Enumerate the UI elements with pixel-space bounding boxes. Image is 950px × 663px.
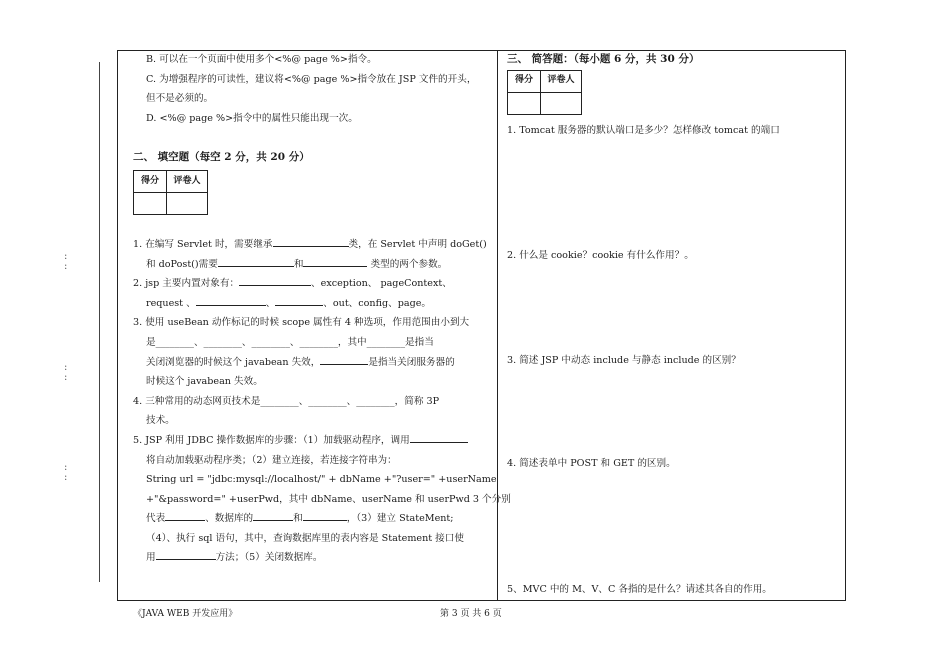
q5-blank-5[interactable] — [156, 549, 216, 560]
right-q4: 4. 简述表单中 POST 和 GET 的区别。 — [507, 458, 676, 469]
course-name: 《JAVA WEB 开发应用》 — [133, 609, 238, 619]
binding-dots-3: : : — [64, 462, 68, 483]
section2-title: 二、 填空题（每空 2 分，共 20 分） — [133, 151, 310, 164]
reviewer-header: 评卷人 — [541, 70, 582, 92]
q1-line1 — [133, 235, 488, 255]
q5-line1 — [133, 431, 488, 451]
q2-line2 — [133, 294, 488, 314]
q3-line3 — [133, 353, 488, 373]
section3-title: 三、 简答题：（每小题 6 分，共 30 分） — [507, 53, 700, 65]
reviewer-header: 评卷人 — [167, 170, 208, 192]
q3-line4: 时候这个 javabean 失效。 — [146, 376, 263, 388]
right-q1: 1. Tomcat 服务器的默认端口是多少？怎样修改 tomcat 的端口 — [507, 125, 780, 136]
q5-line5 — [133, 509, 488, 529]
q2-line1 — [133, 274, 488, 294]
q5-text-k: 方法；（5）关闭数据库。 — [215, 552, 323, 564]
q5-text-e: 代表 — [146, 513, 166, 525]
score-cell[interactable] — [508, 92, 541, 114]
right-column — [507, 50, 837, 115]
q1-blank-2[interactable] — [218, 256, 294, 267]
q5-line4: +"&password=" +userPwd，其中 dbName、userName 和 userPwd 3 个分别 — [146, 493, 511, 505]
q5-text-f: 、数据库的 — [205, 513, 254, 525]
right-q5: 5、MVC 中的 M、V、C 各指的是什么？请述其各自的作用。 — [507, 584, 772, 595]
option-d: D. <%@ page %>指令中的属性只能出现一次。 — [146, 112, 358, 124]
score-cell[interactable] — [134, 192, 167, 214]
score-table-section3 — [507, 70, 582, 115]
option-b: B. 可以在一个页面中使用多个<%@ page %>指令。 — [146, 54, 377, 65]
q1-text-e: 类型的两个参数。 — [367, 258, 448, 270]
q5-blank-4[interactable] — [303, 510, 347, 521]
q1-text-c: 和 doPost()需要 — [146, 258, 218, 270]
q2-text-c: request 、 — [146, 297, 196, 309]
q2-text-e: 、out、config、page。 — [323, 297, 432, 309]
q2-text-a: 2. jsp 主要内置对象有： — [133, 278, 240, 290]
q5-text-g: 和 — [293, 513, 303, 525]
q5-blank-2[interactable] — [165, 510, 205, 521]
page-number: 第 3 页 共 6 页 — [440, 609, 502, 619]
q3-line2: 是________、________、________、________，其中________是指当 — [146, 336, 434, 348]
left-column — [133, 50, 511, 568]
column-divider — [497, 50, 498, 601]
q3-text-d: 是指当关闭服务器的 — [368, 356, 455, 368]
option-c-cont: 但不是必须的。 — [146, 93, 214, 105]
q1-blank-1[interactable] — [273, 236, 349, 247]
right-q3: 3. 简述 JSP 中动态 include 与静态 include 的区别？ — [507, 355, 741, 366]
q5-line6: （4）、执行 sql 语句，其中，查询数据库里的表内容是 Statement 接口使 — [146, 532, 464, 544]
q5-line3: String url = "jdbc:mysql://localhost/" + dbName +"?user=" +userName — [146, 474, 497, 486]
q2-blank-1[interactable] — [239, 275, 311, 286]
q5-blank-1[interactable] — [410, 432, 468, 443]
q1-line2 — [133, 255, 488, 275]
right-q2: 2. 什么是 cookie？cookie 有什么作用？。 — [507, 250, 694, 261]
q3-line1: 3. 使用 useBean 动作标记的时候 scope 属性有 4 种选项，作用范围由小到大 — [133, 317, 470, 329]
option-c: C. 为增强程序的可读性，建议将<%@ page %>指令放在 JSP 文件的开头， — [146, 73, 477, 85]
score-table-section2 — [133, 170, 208, 215]
binding-dots-2: : : — [64, 362, 68, 383]
q2-text-d: 、 — [265, 297, 276, 309]
q4-line1: 4. 三种常用的动态网页技术是________、________、________，简称 3P — [133, 395, 440, 407]
q5-line2: 将自动加载驱动程序类；（2）建立连接，若连接字符串为： — [146, 454, 397, 466]
q1-blank-3[interactable] — [303, 256, 367, 267]
q5-text-h: ，（3）建立 StateMent; — [346, 513, 454, 525]
binding-line — [99, 62, 100, 582]
binding-dots-1: : : — [64, 251, 68, 272]
q4-line2: 技术。 — [146, 415, 175, 427]
q5-text-a: 5. JSP 利用 JDBC 操作数据库的步骤：（1）加载驱动程序，调用 — [133, 434, 410, 446]
q2-blank-2[interactable] — [196, 295, 266, 306]
q5-blank-3[interactable] — [253, 510, 293, 521]
score-header: 得分 — [508, 70, 541, 92]
q3-text-c: 关闭浏览器的时候这个 javabean 失效， — [146, 356, 321, 368]
reviewer-cell[interactable] — [167, 192, 208, 214]
q2-text-b: 、exception、 pageContext、 — [311, 278, 452, 290]
q3-blank[interactable] — [320, 354, 368, 365]
q1-text-a: 1. 在编写 Servlet 时，需要继承 — [133, 238, 273, 250]
q1-text-b: 类，在 Servlet 中声明 doGet() — [348, 238, 487, 250]
q5-line7 — [133, 548, 488, 568]
q1-text-d: 和 — [293, 258, 304, 270]
reviewer-cell[interactable] — [541, 92, 582, 114]
q2-blank-3[interactable] — [275, 295, 323, 306]
score-header: 得分 — [134, 170, 167, 192]
q5-text-j: 用 — [146, 552, 156, 564]
